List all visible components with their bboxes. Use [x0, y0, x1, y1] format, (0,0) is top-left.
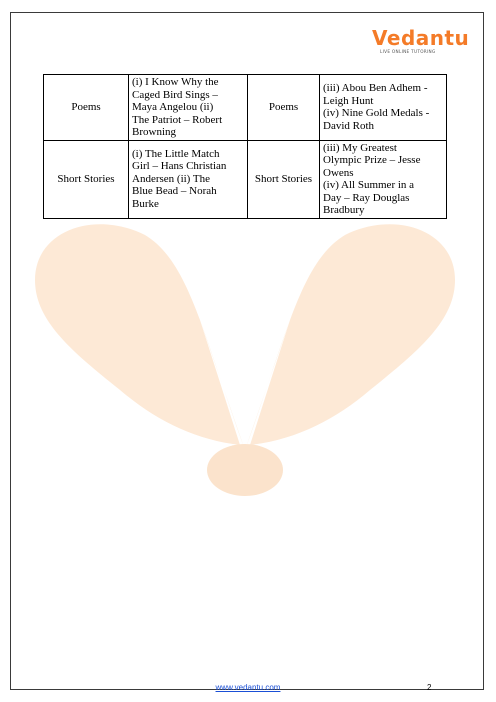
cell-text-line: Olympic Prize – Jesse	[323, 154, 421, 166]
cell-text-line: Blue Bead – Norah	[132, 185, 217, 198]
table-row	[44, 75, 447, 141]
cell-text-line: (iii) Abou Ben Adhem -	[323, 82, 428, 95]
page-number: 2	[427, 683, 432, 692]
genre-cell-right: Short Stories	[248, 140, 320, 218]
literature-table	[43, 74, 447, 219]
logo-tagline: LIVE ONLINE TUTORING	[380, 49, 436, 54]
cell-text-line: Browning	[132, 126, 176, 138]
cell-text-line: The Patriot – Robert	[132, 113, 223, 126]
cell-text-line: Caged Bird Sings –	[132, 88, 218, 101]
cell-text-line: Owens	[323, 166, 354, 179]
genre-cell-left: Short Stories	[44, 140, 129, 218]
works-cell-left	[129, 75, 248, 141]
works-cell-right	[320, 75, 447, 141]
cell-text-line: Leigh Hunt	[323, 94, 374, 107]
vedantu-logo	[372, 26, 470, 59]
logo-wordmark: Vedantu	[372, 26, 470, 50]
genre-cell-left: Poems	[44, 75, 129, 141]
footer-link-text[interactable]: www.vedantu.com	[215, 683, 281, 692]
cell-text-line: Maya Angelou (ii)	[132, 101, 214, 113]
cell-text-line: (i) The Little Match	[132, 147, 220, 160]
cell-text-line: Day – Ray Douglas	[323, 191, 410, 204]
table-body	[44, 75, 447, 219]
footer-website-link[interactable]	[0, 683, 496, 692]
cell-text-line: (iii) My Greatest	[323, 141, 397, 154]
cell-text-line: Burke	[132, 197, 159, 210]
works-cell-right	[320, 140, 447, 218]
cell-text-line: (i) I Know Why the	[132, 76, 219, 88]
cell-text-line: (iv) Nine Gold Medals -	[323, 107, 430, 120]
genre-cell-right: Poems	[248, 75, 320, 141]
cell-text-line: Andersen (ii) The	[132, 172, 210, 185]
works-cell-left	[129, 140, 248, 218]
cell-text-line: Girl – Hans Christian	[132, 160, 227, 173]
cell-text-line: Bradbury	[323, 204, 365, 216]
table-row	[44, 140, 447, 218]
cell-text-line: (iv) All Summer in a	[323, 179, 415, 191]
cell-text-line: David Roth	[323, 119, 375, 132]
